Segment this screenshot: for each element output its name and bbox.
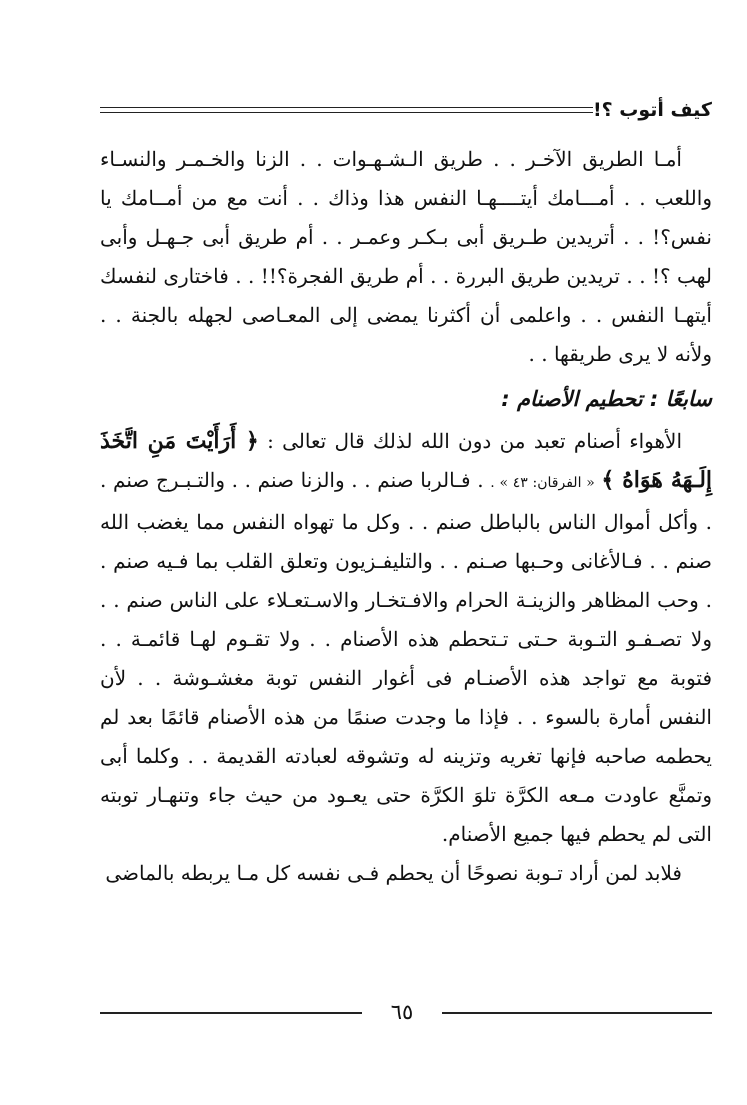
running-header-title: كيف أتوب ؟! [592, 99, 712, 121]
quran-citation: « الفرقان: ٤٣ » . [490, 475, 595, 491]
paragraph-idols [100, 422, 712, 854]
footer-rule-right [442, 1012, 712, 1014]
paragraph-other-path: أمـا الطريق الآخـر . . طريق الـشـهـوات . . الزنا والخـمـر والنسـاء واللعب . . أمـــامك أيتــــهـا النفس هذا وذاك . . أنت مع من أمــامك يا نفس؟! . . أتريدين طـريق أبى بـكـر وعمـر . . أم طريق أبى جـهـل وأبى لهب ؟! . . تريدين طريق البررة . . أم طريق الفجرة؟!! . . فاختارى لنفسك أيتهـا النفس . . واعلمى أن أكثرنا يمضى إلى المعـاصى لجهله بالجنة . . ولأنه لا يرى طريقها . . [100, 147, 712, 366]
paragraph-idols-rest: . فـالربا صنم . . والزنا صنم . . والتـبـرج صنم . . وأكل أموال الناس بالباطل صنم . . وكل ما تهواه النفس مما يغضب الله صنم . . فـالأغانى وحـبها صـنم . . والتليفـزيون وتعلق القلب بما فـيه صنم . . وحب المظاهر والزينـة الحرام والافـتخـار والاسـتعـلاء على الناس صنم . . ولا تصـفـو التـوبة حـتى تـتحطم هذه الأصنام . . ولا تقـوم لهـا قائمـة . . فتوبة مع تواجد هذه الأصنـام فى أغوار النفس توبة مغشـوشة . . لأن النفس أمارة بالسوء . . فإذا ما وجدت صنمًا من هذه الأصنام قائمًا بعد لم يحطمه صاحبه فإنها تغريه وتزينه له وتشوقه لعبادته القديمة . . وكلما أبى وتمنَّع عاودت مـعه الكرَّة تلوَ الكرَّة حتى يعـود من حيث جاء وتنهـار توبته التى لم يحطم فيها جميع الأصنام. [100, 468, 712, 846]
page-footer [100, 995, 712, 1035]
page-number: ٦٥ [390, 1000, 414, 1024]
section-heading: سابعًا : تحطيم الأصنام : [501, 387, 712, 411]
quran-verse: ﴿ أَرَأَيْتَ مَنِ اتَّخَذَ إِلَـهَهُ هَوَاهُ ﴾ [100, 428, 713, 493]
paragraph-closing: فلابد لمن أراد تـوبة نصوحًا أن يحطم فـى نفسه كل مـا يربطه بالماضى [105, 861, 682, 885]
paragraph-idols-intro: الأهواء أصنام تعبد من دون الله لذلك قال تعالى : [267, 429, 682, 453]
page-body [100, 140, 712, 893]
header-rule-bottom [100, 112, 593, 113]
header-rule-top [100, 107, 593, 108]
running-header [100, 96, 712, 126]
footer-rule-left [100, 1012, 362, 1014]
